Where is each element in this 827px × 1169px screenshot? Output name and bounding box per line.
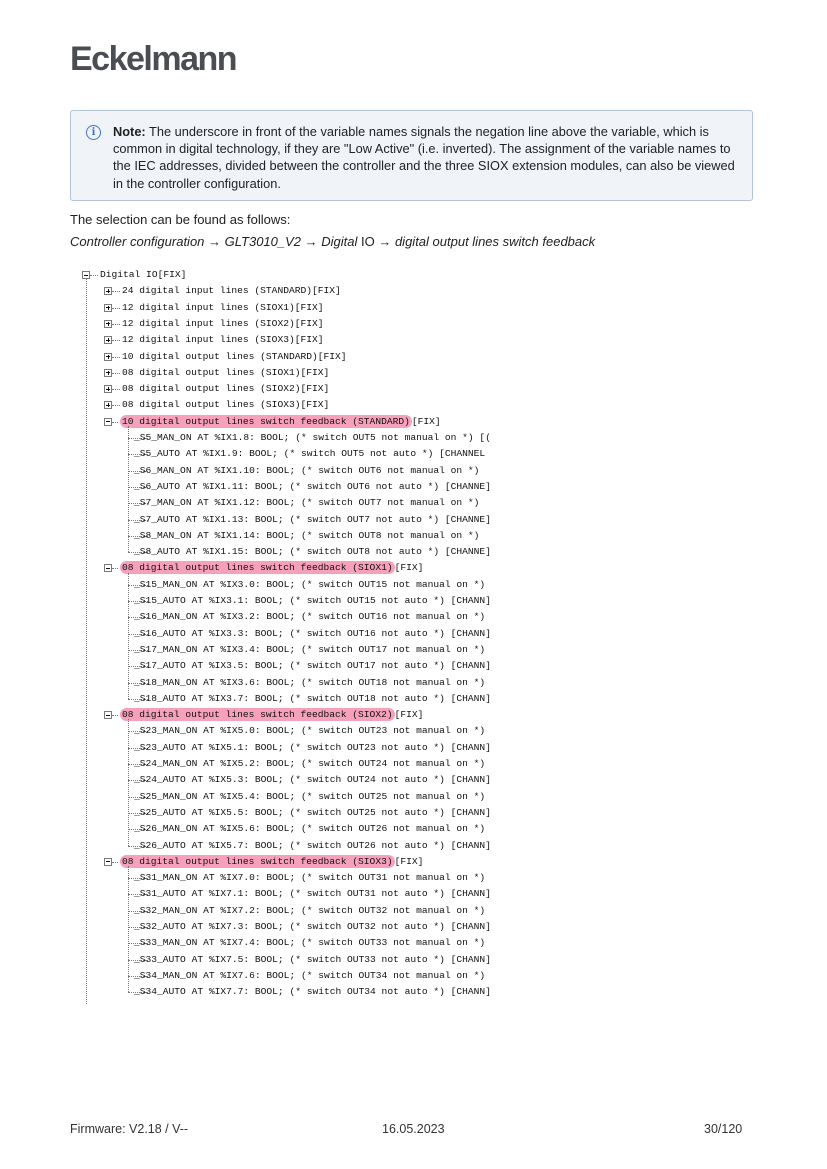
tree-leaf [134, 821, 485, 837]
tree-node-label: 24 digital input lines (STANDARD)[FIX] [122, 285, 341, 297]
variable-declaration: _S24_AUTO AT %IX5.3: BOOL; (* switch OUT24 not auto *) [CHANN] [134, 774, 491, 786]
tree-node[interactable] [122, 397, 329, 413]
tree-connector [128, 719, 129, 845]
config-path [70, 234, 595, 249]
tree-node-label: 12 digital input lines (SIOX3)[FIX] [122, 334, 324, 346]
variable-declaration: _S26_AUTO AT %IX5.7: BOOL; (* switch OUT26 not auto *) [CHANN] [134, 839, 491, 851]
variable-declaration: _S8_AUTO AT %IX1.15: BOOL; (* switch OUT8 not auto *) [CHANNE] [134, 546, 491, 558]
tree-leaf [134, 479, 491, 495]
tree-connector [90, 275, 98, 276]
tree-node[interactable] [122, 381, 329, 397]
tree-leaf [134, 593, 491, 609]
tree-leaf [134, 935, 485, 951]
tree-leaf [134, 723, 485, 739]
tree-leaf [134, 642, 485, 658]
tree-leaf [134, 430, 491, 446]
tree-node[interactable] [122, 349, 347, 365]
tree-leaf [134, 805, 491, 821]
collapse-icon[interactable] [104, 711, 112, 719]
variable-declaration: _S8_MAN_ON AT %IX1.14: BOOL; (* switch OUT8 not manual on *) [134, 529, 480, 541]
tree-node-expanded[interactable] [120, 560, 423, 576]
variable-declaration: _S18_AUTO AT %IX3.7: BOOL; (* switch OUT18 not auto *) [CHANN] [134, 692, 491, 704]
tree-connector [112, 357, 120, 358]
variable-declaration: _S6_AUTO AT %IX1.11: BOOL; (* switch OUT6 not auto *) [CHANNE] [134, 480, 491, 492]
tree-leaf [134, 495, 479, 511]
variable-declaration: _S33_MAN_ON AT %IX7.4: BOOL; (* switch OUT33 not manual on *) [134, 937, 486, 949]
tree-leaf [134, 886, 491, 902]
highlight-marker: 08 digital output lines switch feedback (SIOX2) [122, 709, 393, 721]
expand-icon[interactable] [104, 320, 112, 328]
expand-icon[interactable] [104, 336, 112, 344]
tree-node-suffix: [FIX] [394, 562, 424, 574]
tree-node-suffix: [FIX] [411, 415, 441, 427]
collapse-icon[interactable] [104, 418, 112, 426]
expand-icon[interactable] [104, 304, 112, 312]
tree-connector [112, 568, 118, 569]
path-part: Digital [317, 234, 361, 249]
variable-declaration: _S6_MAN_ON AT %IX1.10: BOOL; (* switch OUT6 not manual on *) [134, 464, 480, 476]
tree-leaf [134, 512, 491, 528]
tree-leaf [134, 528, 479, 544]
tree-node-label: 08 digital output lines (SIOX2)[FIX] [122, 383, 330, 395]
tree-leaf [134, 968, 485, 984]
tree-connector [112, 340, 120, 341]
arrow-icon: → [304, 234, 318, 249]
variable-declaration: _S32_AUTO AT %IX7.3: BOOL; (* switch OUT32 not auto *) [CHANN] [134, 921, 491, 932]
variable-declaration: _S31_MAN_ON AT %IX7.0: BOOL; (* switch OUT31 not manual on *) [134, 872, 486, 884]
arrow-icon: → [378, 234, 392, 249]
variable-declaration: _S16_AUTO AT %IX3.3: BOOL; (* switch OUT16 not auto *) [CHANN] [134, 627, 491, 639]
tree-leaf [134, 756, 485, 772]
tree-node[interactable] [122, 300, 324, 316]
footer-page: 30/120 [704, 1122, 743, 1136]
tree-connector [128, 426, 129, 552]
footer-firmware: Firmware: V2.18 / V-- [70, 1122, 189, 1136]
tree-leaf [134, 740, 491, 756]
tree-leaf [134, 919, 491, 935]
tree-connector [112, 291, 120, 292]
expand-icon[interactable] [104, 401, 112, 409]
eckelmann-logo: Eckelmann [70, 40, 237, 78]
collapse-icon[interactable] [104, 858, 112, 866]
path-part: digital output lines switch feedback [391, 234, 596, 249]
arrow-icon: → [208, 234, 222, 249]
tree-connector [112, 862, 118, 863]
tree-connector [112, 422, 118, 423]
variable-declaration: _S31_AUTO AT %IX7.1: BOOL; (* switch OUT31 not auto *) [CHANN] [134, 888, 491, 900]
tree-node[interactable] [122, 316, 324, 332]
tree-root-label: Digital IO[FIX] [100, 269, 187, 280]
variable-declaration: _S23_MAN_ON AT %IX5.0: BOOL; (* switch OUT23 not manual on *) [134, 725, 486, 737]
variable-declaration: _S5_AUTO AT %IX1.9: BOOL; (* switch OUT5 not auto *) [CHANNEL [134, 448, 486, 460]
collapse-icon[interactable] [104, 564, 112, 572]
tree-connector [112, 308, 120, 309]
tree-leaf [134, 952, 491, 968]
tree-connector [86, 279, 87, 1004]
tree-leaf [134, 446, 485, 462]
tree-node-label: 08 digital output lines (SIOX3)[FIX] [122, 399, 330, 411]
variable-declaration: _S24_MAN_ON AT %IX5.2: BOOL; (* switch OUT24 not manual on *) [134, 758, 486, 769]
variable-declaration: _S5_MAN_ON AT %IX1.8: BOOL; (* switch OUT5 not manual on *) [( [134, 432, 491, 443]
highlight-marker: 08 digital output lines switch feedback (SIOX3) [122, 855, 393, 867]
tree-node-expanded[interactable] [120, 414, 441, 430]
tree-leaf [134, 463, 479, 479]
variable-declaration: _S15_AUTO AT %IX3.1: BOOL; (* switch OUT15 not auto *) [CHANN] [134, 595, 491, 606]
expand-icon[interactable] [104, 385, 112, 393]
tree-leaf [134, 577, 485, 593]
variable-declaration: _S23_AUTO AT %IX5.1: BOOL; (* switch OUT23 not auto *) [CHANN] [134, 741, 491, 753]
intro-text: The selection can be found as follows: [70, 212, 291, 227]
tree-connector [112, 715, 118, 716]
variable-declaration: _S34_AUTO AT %IX7.7: BOOL; (* switch OUT34 not auto *) [CHANN] [134, 986, 491, 998]
tree-leaf [134, 984, 491, 1000]
tree-node[interactable] [122, 365, 329, 381]
tree-connector [112, 389, 120, 390]
tree-connector [112, 324, 120, 325]
tree-node[interactable] [122, 283, 341, 299]
path-part: Controller configuration [70, 234, 209, 249]
variable-declaration: _S32_MAN_ON AT %IX7.2: BOOL; (* switch OUT32 not manual on *) [134, 904, 486, 916]
tree-node-suffix: [FIX] [394, 855, 424, 867]
tree-root[interactable] [100, 267, 186, 283]
variable-declaration: _S25_MAN_ON AT %IX5.4: BOOL; (* switch OUT25 not manual on *) [134, 790, 486, 802]
tree-node-label: 12 digital input lines (SIOX2)[FIX] [122, 317, 324, 329]
tree-node[interactable] [122, 332, 324, 348]
tree-leaf [134, 544, 491, 560]
collapse-icon[interactable] [82, 271, 90, 279]
tree-leaf [134, 609, 485, 625]
info-icon: i [86, 125, 101, 140]
variable-declaration: _S33_AUTO AT %IX7.5: BOOL; (* switch OUT33 not auto *) [CHANN] [134, 953, 491, 965]
tree-leaf [134, 626, 491, 642]
tree-leaf [134, 658, 491, 674]
variable-declaration: _S7_AUTO AT %IX1.13: BOOL; (* switch OUT7 not auto *) [CHANNE] [134, 513, 491, 525]
tree-leaf [134, 691, 491, 707]
expand-icon[interactable] [104, 353, 112, 361]
variable-declaration: _S17_AUTO AT %IX3.5: BOOL; (* switch OUT17 not auto *) [CHANN] [134, 660, 491, 672]
variable-declaration: _S15_MAN_ON AT %IX3.0: BOOL; (* switch OUT15 not manual on *) [134, 578, 486, 590]
config-tree [82, 267, 548, 1013]
tree-connector [112, 373, 120, 374]
highlight-marker: 10 digital output lines switch feedback (STANDARD) [122, 415, 410, 427]
path-part: GLT3010_V2 [221, 234, 305, 249]
tree-node-label: 10 digital output lines (STANDARD)[FIX] [122, 350, 347, 362]
tree-leaf [134, 838, 491, 854]
tree-leaf [134, 903, 485, 919]
tree-node-suffix: [FIX] [394, 709, 424, 721]
tree-leaf [134, 772, 491, 788]
variable-declaration: _S34_MAN_ON AT %IX7.6: BOOL; (* switch OUT34 not manual on *) [134, 969, 486, 981]
tree-connector [112, 405, 120, 406]
path-part: IO [360, 234, 375, 249]
note-text: The underscore in front of the variable names signals the negation line above the variable, which is common in digital technology, if they are "Low Active" (i.e. inverted). The assignment of the variable names to the IEC addresses, divided between the controller and the three SIOX extension modules, can also be viewed in the controller configuration. [113, 124, 735, 191]
note-label: Note: [113, 124, 146, 139]
tree-leaf [134, 870, 485, 886]
tree-node-label: 08 digital output lines (SIOX1)[FIX] [122, 366, 330, 378]
tree-node-label: 12 digital input lines (SIOX1)[FIX] [122, 301, 324, 313]
variable-declaration: _S25_AUTO AT %IX5.5: BOOL; (* switch OUT25 not auto *) [CHANN] [134, 806, 491, 818]
highlight-marker: 08 digital output lines switch feedback (SIOX1) [122, 562, 393, 574]
footer-date: 16.05.2023 [382, 1122, 445, 1136]
variable-declaration: _S16_MAN_ON AT %IX3.2: BOOL; (* switch OUT16 not manual on *) [134, 611, 486, 623]
tree-connector [128, 866, 129, 992]
variable-declaration: _S26_MAN_ON AT %IX5.6: BOOL; (* switch OUT26 not manual on *) [134, 823, 486, 835]
tree-node-expanded[interactable] [120, 854, 423, 870]
tree-leaf [134, 789, 485, 805]
note-box [70, 110, 753, 201]
tree-connector [128, 573, 129, 699]
variable-declaration: _S7_MAN_ON AT %IX1.12: BOOL; (* switch OUT7 not manual on *) [134, 497, 480, 509]
variable-declaration: _S17_MAN_ON AT %IX3.4: BOOL; (* switch OUT17 not manual on *) [134, 643, 486, 655]
expand-icon[interactable] [104, 369, 112, 377]
tree-leaf [134, 675, 485, 691]
variable-declaration: _S18_MAN_ON AT %IX3.6: BOOL; (* switch OUT18 not manual on *) [134, 676, 486, 688]
tree-node-expanded[interactable] [120, 707, 423, 723]
expand-icon[interactable] [104, 287, 112, 295]
